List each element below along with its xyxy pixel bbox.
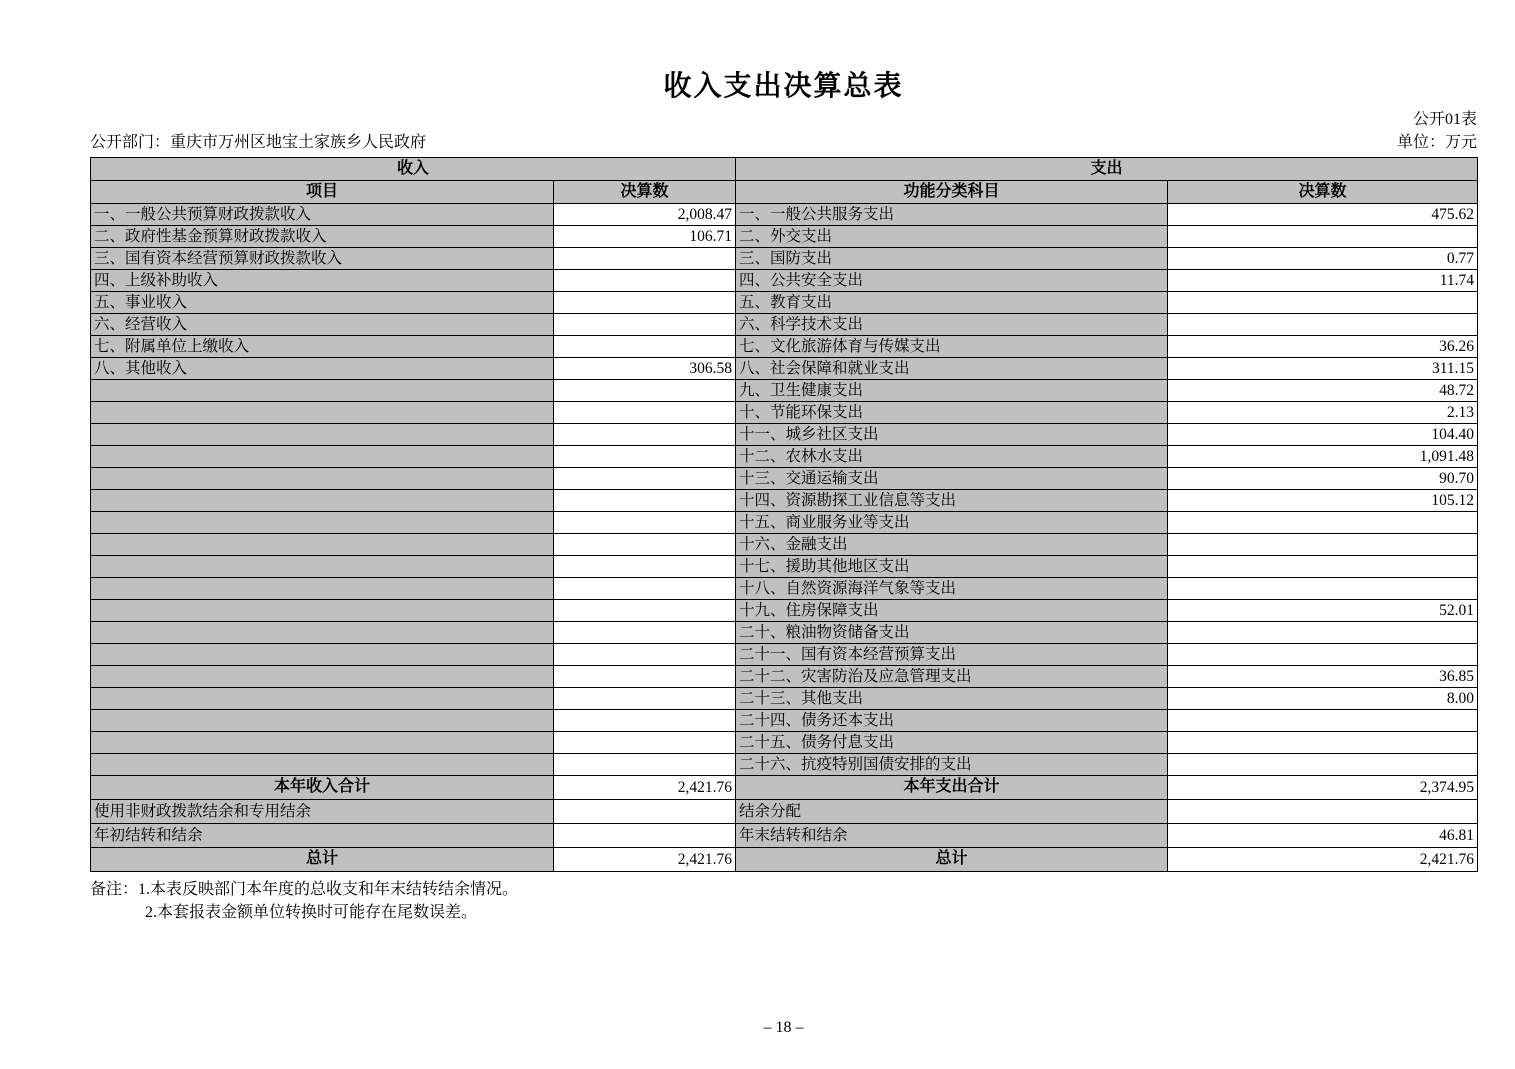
income-item-value	[554, 732, 736, 754]
expense-item-value	[1168, 800, 1478, 824]
expense-item-value: 2.13	[1168, 402, 1478, 424]
data-row	[91, 446, 1478, 468]
income-item-label	[91, 402, 554, 424]
income-item-label: 年初结转和结余	[91, 824, 554, 848]
expense-item-value: 36.85	[1168, 666, 1478, 688]
expense-item-value	[1168, 578, 1478, 600]
notes-block	[90, 878, 1477, 924]
budget-table	[90, 157, 1478, 872]
expense-item-label: 三、国防支出	[736, 248, 1168, 270]
income-item-value	[554, 644, 736, 666]
summary-row	[91, 848, 1478, 872]
income-item-value	[554, 336, 736, 358]
expense-item-label: 二十六、抗疫特别国债安排的支出	[736, 754, 1168, 776]
income-item-value	[554, 800, 736, 824]
expense-item-label: 年末结转和结余	[736, 824, 1168, 848]
income-item-label: 本年收入合计	[91, 776, 554, 800]
income-item-label	[91, 600, 554, 622]
expense-item-label: 一、一般公共服务支出	[736, 204, 1168, 226]
income-item-label: 八、其他收入	[91, 358, 554, 380]
income-item-value	[554, 314, 736, 336]
income-item-value	[554, 600, 736, 622]
expense-item-value	[1168, 556, 1478, 578]
expense-item-label: 二十二、灾害防治及应急管理支出	[736, 666, 1168, 688]
income-item-label	[91, 710, 554, 732]
expense-item-label: 二、外交支出	[736, 226, 1168, 248]
expense-item-value: 8.00	[1168, 688, 1478, 710]
income-item-value	[554, 622, 736, 644]
expense-item-label: 十六、金融支出	[736, 534, 1168, 556]
expense-item-value	[1168, 732, 1478, 754]
expense-item-value	[1168, 292, 1478, 314]
data-row	[91, 226, 1478, 248]
document-content	[90, 70, 1477, 924]
expense-item-value	[1168, 226, 1478, 248]
expense-item-label: 十九、住房保障支出	[736, 600, 1168, 622]
table-number-label: 公开01表	[1412, 111, 1477, 128]
page-title: 收入支出决算总表	[663, 71, 904, 102]
expense-item-label: 二十、粮油物资储备支出	[736, 622, 1168, 644]
data-row	[91, 754, 1478, 776]
income-item-value	[554, 534, 736, 556]
expense-amount-column-header: 决算数	[1168, 181, 1478, 204]
expense-item-label: 五、教育支出	[736, 292, 1168, 314]
data-row	[91, 490, 1478, 512]
income-item-value	[554, 688, 736, 710]
summary-row	[91, 776, 1478, 800]
data-row	[91, 358, 1478, 380]
income-item-label	[91, 666, 554, 688]
income-item-value: 2,421.76	[554, 848, 736, 872]
expense-item-label: 十八、自然资源海洋气象等支出	[736, 578, 1168, 600]
expense-item-value: 11.74	[1168, 270, 1478, 292]
data-row	[91, 402, 1478, 424]
income-item-label	[91, 490, 554, 512]
expense-item-value: 36.26	[1168, 336, 1478, 358]
income-item-value	[554, 446, 736, 468]
income-item-value	[554, 468, 736, 490]
income-item-label	[91, 556, 554, 578]
section-header-row	[91, 158, 1478, 181]
income-item-value	[554, 380, 736, 402]
expense-item-value: 311.15	[1168, 358, 1478, 380]
data-row	[91, 204, 1478, 226]
data-row	[91, 292, 1478, 314]
expense-item-value: 2,421.76	[1168, 848, 1478, 872]
expense-item-label: 结余分配	[736, 800, 1168, 824]
department-label: 公开部门：重庆市万州区地宝土家族乡人民政府	[90, 134, 427, 151]
income-item-value	[554, 490, 736, 512]
expense-item-label: 十二、农林水支出	[736, 446, 1168, 468]
expense-item-label: 二十三、其他支出	[736, 688, 1168, 710]
data-row	[91, 666, 1478, 688]
data-row	[91, 622, 1478, 644]
expense-item-value	[1168, 512, 1478, 534]
expense-item-value: 52.01	[1168, 600, 1478, 622]
income-item-label	[91, 644, 554, 666]
income-item-label	[91, 468, 554, 490]
expense-item-value: 90.70	[1168, 468, 1478, 490]
income-item-value	[554, 666, 736, 688]
data-row	[91, 336, 1478, 358]
income-item-label	[91, 732, 554, 754]
expense-item-label: 八、社会保障和就业支出	[736, 358, 1168, 380]
expense-item-value	[1168, 710, 1478, 732]
expense-item-label: 十四、资源勘探工业信息等支出	[736, 490, 1168, 512]
income-item-label	[91, 578, 554, 600]
expense-item-value: 1,091.48	[1168, 446, 1478, 468]
income-item-label: 二、政府性基金预算财政拨款收入	[91, 226, 554, 248]
expense-item-value	[1168, 314, 1478, 336]
expense-item-label: 十五、商业服务业等支出	[736, 512, 1168, 534]
expense-item-label: 七、文化旅游体育与传媒支出	[736, 336, 1168, 358]
expense-item-label: 二十五、债务付息支出	[736, 732, 1168, 754]
expense-item-label: 四、公共安全支出	[736, 270, 1168, 292]
expense-item-value	[1168, 622, 1478, 644]
income-item-value	[554, 578, 736, 600]
data-row	[91, 424, 1478, 446]
income-item-label	[91, 534, 554, 556]
table-header	[91, 158, 1478, 204]
expense-item-label: 十、节能环保支出	[736, 402, 1168, 424]
expense-item-label: 二十四、债务还本支出	[736, 710, 1168, 732]
income-item-label: 总计	[91, 848, 554, 872]
income-item-label: 使用非财政拨款结余和专用结余	[91, 800, 554, 824]
expense-item-label: 十三、交通运输支出	[736, 468, 1168, 490]
data-row	[91, 644, 1478, 666]
income-amount-column-header: 决算数	[554, 181, 736, 204]
income-item-value	[554, 710, 736, 732]
data-row	[91, 534, 1478, 556]
income-item-label	[91, 380, 554, 402]
expense-section-header: 支出	[736, 158, 1478, 181]
note-line-1: 备注：1.本表反映部门本年度的总收支和年末结转结余情况。	[90, 881, 519, 898]
income-item-label: 七、附属单位上缴收入	[91, 336, 554, 358]
note-line-2: 2.本套报表金额单位转换时可能存在尾数误差。	[145, 904, 478, 921]
meta-row	[90, 132, 1477, 154]
page-number: – 18 –	[763, 1019, 804, 1036]
data-row	[91, 732, 1478, 754]
income-item-value: 2,421.76	[554, 776, 736, 800]
expense-item-value: 0.77	[1168, 248, 1478, 270]
expense-item-label: 本年支出合计	[736, 776, 1168, 800]
income-item-value: 306.58	[554, 358, 736, 380]
expense-item-column-header: 功能分类科目	[736, 181, 1168, 204]
expense-item-label: 十七、援助其他地区支出	[736, 556, 1168, 578]
income-item-label: 一、一般公共预算财政拨款收入	[91, 204, 554, 226]
expense-item-value: 475.62	[1168, 204, 1478, 226]
unit-label: 单位：万元	[1396, 134, 1477, 151]
income-item-value	[554, 512, 736, 534]
summary-row	[91, 824, 1478, 848]
expense-item-label: 十一、城乡社区支出	[736, 424, 1168, 446]
income-item-value: 106.71	[554, 226, 736, 248]
data-row	[91, 468, 1478, 490]
data-row	[91, 688, 1478, 710]
income-item-label	[91, 688, 554, 710]
income-item-value	[554, 292, 736, 314]
expense-item-value: 105.12	[1168, 490, 1478, 512]
table-body	[91, 204, 1478, 872]
summary-row	[91, 800, 1478, 824]
data-row	[91, 556, 1478, 578]
expense-item-value	[1168, 644, 1478, 666]
expense-item-value	[1168, 754, 1478, 776]
data-row	[91, 512, 1478, 534]
income-item-label	[91, 512, 554, 534]
expense-item-value	[1168, 534, 1478, 556]
income-item-label	[91, 446, 554, 468]
expense-item-label: 总计	[736, 848, 1168, 872]
expense-item-value: 46.81	[1168, 824, 1478, 848]
income-item-label	[91, 754, 554, 776]
data-row	[91, 314, 1478, 336]
data-row	[91, 248, 1478, 270]
expense-item-value: 48.72	[1168, 380, 1478, 402]
income-item-value: 2,008.47	[554, 204, 736, 226]
income-item-label: 六、经营收入	[91, 314, 554, 336]
income-item-label	[91, 424, 554, 446]
income-item-value	[554, 754, 736, 776]
income-item-column-header: 项目	[91, 181, 554, 204]
data-row	[91, 270, 1478, 292]
data-row	[91, 578, 1478, 600]
column-header-row	[91, 181, 1478, 204]
data-row	[91, 380, 1478, 402]
expense-item-label: 六、科学技术支出	[736, 314, 1168, 336]
expense-item-value: 2,374.95	[1168, 776, 1478, 800]
income-item-value	[554, 248, 736, 270]
income-section-header: 收入	[91, 158, 736, 181]
income-item-label: 三、国有资本经营预算财政拨款收入	[91, 248, 554, 270]
income-item-label	[91, 622, 554, 644]
expense-item-label: 九、卫生健康支出	[736, 380, 1168, 402]
expense-item-value: 104.40	[1168, 424, 1478, 446]
expense-item-label: 二十一、国有资本经营预算支出	[736, 644, 1168, 666]
income-item-value	[554, 824, 736, 848]
data-row	[91, 600, 1478, 622]
income-item-label: 四、上级补助收入	[91, 270, 554, 292]
income-item-value	[554, 270, 736, 292]
income-item-value	[554, 424, 736, 446]
income-item-value	[554, 556, 736, 578]
income-item-value	[554, 402, 736, 424]
data-row	[91, 710, 1478, 732]
income-item-label: 五、事业收入	[91, 292, 554, 314]
